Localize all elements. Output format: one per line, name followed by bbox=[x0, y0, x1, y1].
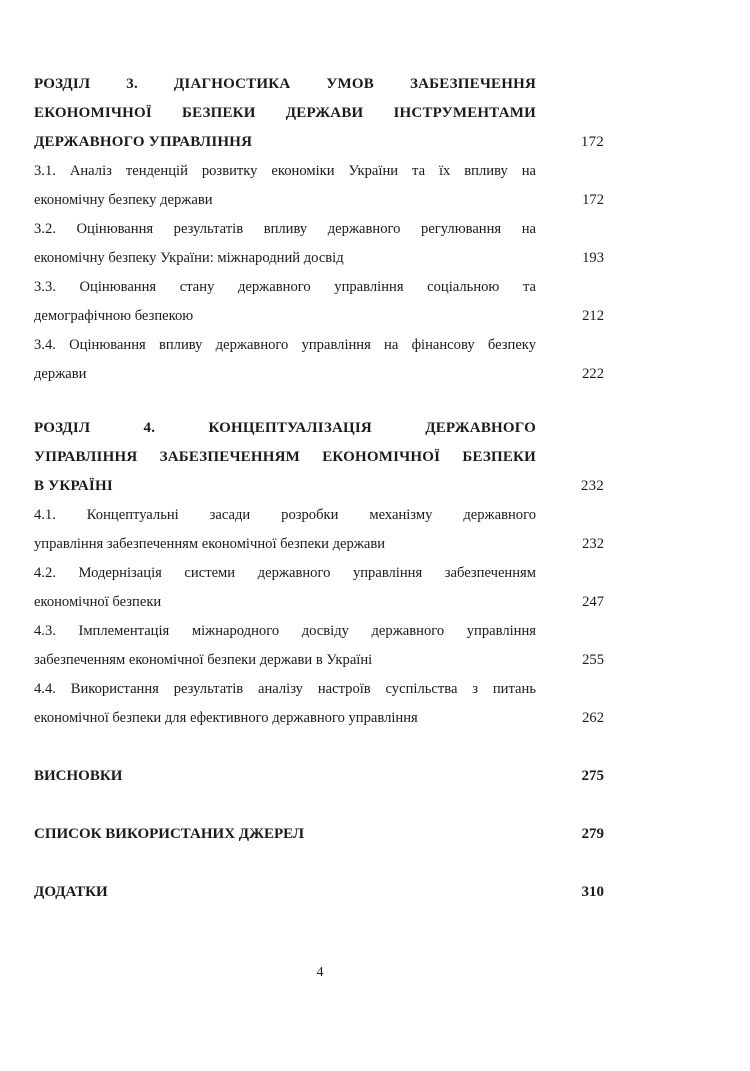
table-of-contents bbox=[34, 70, 604, 907]
toc-page-number: 275 bbox=[581, 768, 604, 784]
toc-chapter-4 bbox=[34, 414, 604, 501]
toc-line: 4.1. Концептуальні засади розробки механізму державного bbox=[34, 507, 536, 523]
toc-line: 3.1. Аналіз тенденцій розвитку економіки України та їх впливу на bbox=[34, 163, 536, 179]
toc-line: ДЕРЖАВНОГО УПРАВЛІННЯ bbox=[34, 134, 253, 150]
toc-page-number: 212 bbox=[582, 308, 604, 324]
toc-line: ДОДАТКИ bbox=[34, 884, 108, 900]
toc-line: УПРАВЛІННЯ ЗАБЕЗПЕЧЕННЯМ ЕКОНОМІЧНОЇ БЕЗПЕКИ bbox=[34, 449, 536, 465]
toc-conclusions bbox=[34, 762, 604, 791]
toc-page-number: 262 bbox=[582, 710, 604, 726]
toc-line: економічну безпеку України: міжнародний досвід bbox=[34, 250, 344, 266]
toc-page-number: 255 bbox=[582, 652, 604, 668]
toc-section-3-3 bbox=[34, 273, 604, 331]
toc-line: держави bbox=[34, 366, 87, 382]
toc-chapter-3 bbox=[34, 70, 604, 157]
toc-section-4-2 bbox=[34, 559, 604, 617]
toc-section-3-4 bbox=[34, 331, 604, 389]
toc-line: 3.3. Оцінювання стану державного управління соціальною та bbox=[34, 279, 536, 295]
toc-line: СПИСОК ВИКОРИСТАНИХ ДЖЕРЕЛ bbox=[34, 826, 305, 842]
toc-section-4-1 bbox=[34, 501, 604, 559]
toc-chapter-3-title bbox=[34, 70, 536, 157]
toc-line: економічної безпеки bbox=[34, 594, 162, 610]
toc-page-number: 232 bbox=[580, 478, 604, 494]
toc-line: економічної безпеки для ефективного державного управління bbox=[34, 710, 418, 726]
toc-line: ВИСНОВКИ bbox=[34, 768, 123, 784]
toc-line: 3.2. Оцінювання результатів впливу державного регулювання на bbox=[34, 221, 536, 237]
toc-section-3-2 bbox=[34, 215, 604, 273]
toc-line: демографічною безпекою bbox=[34, 308, 194, 324]
toc-line: 4.2. Модернізація системи державного управління забезпеченням bbox=[34, 565, 536, 581]
toc-line: економічну безпеку держави bbox=[34, 192, 213, 208]
toc-section-3-1 bbox=[34, 157, 604, 215]
toc-line: РОЗДІЛ 4. КОНЦЕПТУАЛІЗАЦІЯ ДЕРЖАВНОГО bbox=[34, 420, 536, 436]
toc-line: 4.4. Використання результатів аналізу настроїв суспільства з питань bbox=[34, 681, 536, 697]
toc-references bbox=[34, 820, 604, 849]
toc-line: 4.3. Імплементація міжнародного досвіду державного управління bbox=[34, 623, 536, 639]
toc-appendices bbox=[34, 878, 604, 907]
toc-line: 3.4. Оцінювання впливу державного управління на фінансову безпеку bbox=[34, 337, 536, 353]
toc-section-4-3 bbox=[34, 617, 604, 675]
toc-page-number: 172 bbox=[580, 134, 604, 150]
toc-page-number: 279 bbox=[581, 826, 604, 842]
toc-line: РОЗДІЛ 3. ДІАГНОСТИКА УМОВ ЗАБЕЗПЕЧЕННЯ bbox=[34, 76, 536, 92]
toc-line: забезпеченням економічної безпеки держави в Україні bbox=[34, 652, 373, 668]
toc-page-number: 232 bbox=[582, 536, 604, 552]
toc-page-number: 310 bbox=[581, 884, 604, 900]
toc-page-number: 222 bbox=[582, 366, 604, 382]
toc-page-number: 172 bbox=[582, 192, 604, 208]
toc-chapter-4-title bbox=[34, 414, 536, 501]
page-number: 4 bbox=[316, 965, 324, 980]
toc-line: В УКРАЇНІ bbox=[34, 478, 113, 494]
toc-line: ЕКОНОМІЧНОЇ БЕЗПЕКИ ДЕРЖАВИ ІНСТРУМЕНТАМИ bbox=[34, 105, 536, 121]
toc-page-number: 193 bbox=[582, 250, 604, 266]
toc-page-number: 247 bbox=[582, 594, 604, 610]
toc-line: управління забезпеченням економічної безпеки держави bbox=[34, 536, 386, 552]
toc-section-4-4 bbox=[34, 675, 604, 733]
